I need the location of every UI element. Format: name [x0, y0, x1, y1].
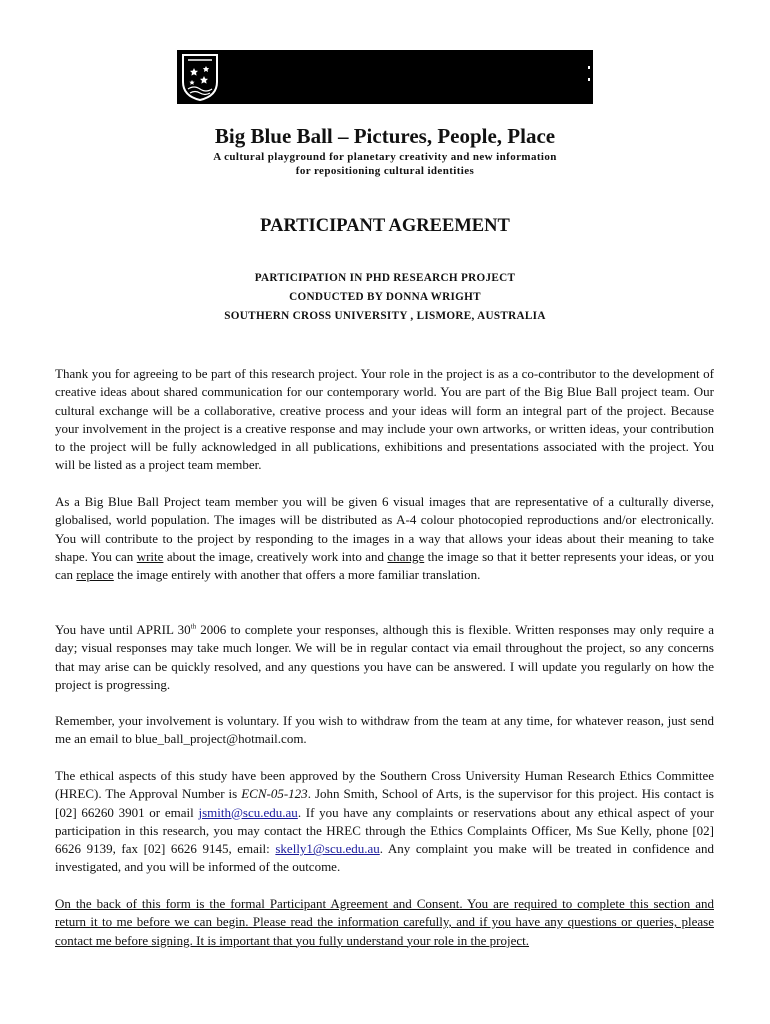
ordinal-suffix: th [190, 622, 197, 631]
document-heading: PARTICIPANT AGREEMENT [260, 216, 510, 236]
paragraph-images-text-b: about the image, creatively work into and [163, 548, 388, 564]
paragraph-ethics-text-a: The ethical aspects of this study have been approved by the Southern Cross University Human Research Ethics Committee (HREC). The Approval Number is [55, 768, 714, 802]
complaints-email-link[interactable]: skelly1@scu.edu.au [275, 841, 380, 857]
paragraph-ethics-text-b: . John Smith, School of Arts, is the supervisor for this project. His contact is [02] 66260 3901 or email [55, 786, 714, 820]
subheading-project: PARTICIPATION IN PHD RESEARCH PROJECT [254, 272, 516, 284]
university-crest-icon [180, 52, 220, 102]
page-title: Big Blue Ball – Pictures, People, Place [214, 124, 556, 148]
paragraph-ethics-text-d: . Any complaint you make will be treated in confidence and investigated, and you will be informed of the outcome. [55, 841, 714, 875]
paragraph-voluntary: Remember, your involvement is voluntary. If you wish to withdraw from the team at any time, for whatever reason, just send me an email to blue_ball_project@hotmail.com. [55, 713, 714, 747]
paragraph-images-text-d: the image entirely with another that offers a more familiar translation. [113, 567, 481, 583]
paragraph-images-text-a: As a Big Blue Ball Project team member you will be given 6 visual images that are representative of a culturally diverse, globalised, world population. The images will be distributed as A-4 colour photocopied reproductions and/or electronically. You will contribute to the project by responding to the images in a way that allows your ideas about their meaning to take shape. You can [55, 494, 714, 564]
emphasis-write: write [136, 548, 164, 564]
subheading-conductor: CONDUCTED BY DONNA WRIGHT [289, 291, 481, 303]
supervisor-email-link[interactable]: jsmith@scu.edu.au [198, 804, 298, 820]
paragraph-ethics [55, 767, 714, 877]
approval-number: ECN-05-123 [241, 786, 308, 802]
paragraph-deadline [55, 621, 714, 694]
paragraph-ethics-text-c: . If you have any complaints or reservations about any ethical aspect of your participation in this research, you may contact the HREC through the Ethics Complaints Officer, Ms Sue Kelly, phone [02] 6626 9139, fax [02] 6626 9145, email: [55, 804, 714, 857]
emphasis-replace: replace [76, 567, 114, 583]
tagline-line-2: for repositioning cultural identities [295, 165, 475, 177]
paragraph-images [55, 493, 714, 584]
tagline-line-1: A cultural playground for planetary creativity and new information [213, 151, 557, 163]
banner-mark-icon [587, 60, 591, 94]
paragraph-images-text-c: the image so that it better represents your ideas, or you can [55, 548, 714, 583]
subheading-university: SOUTHERN CROSS UNIVERSITY , LISMORE, AUSTRALIA [224, 310, 546, 322]
header-banner [177, 50, 593, 104]
paragraph-deadline-text-a: You have until APRIL 30 [55, 622, 191, 637]
paragraph-consent-notice: On the back of this form is the formal Participant Agreement and Consent. You are required to complete this section and return it to me before we can begin. Please read the information carefully, and if you have any questions or queries, please contact me before signing. It is important that you fully understand your role in the project. [55, 896, 714, 948]
emphasis-change: change [387, 548, 425, 564]
paragraph-intro: Thank you for agreeing to be part of this research project. Your role in the project is as a co-contributor to the development of creative ideas about shared communication for our contemporary world. You are part of the Big Blue Ball project team. Our cultural exchange will be a collaborative, creative process and your ideas will form an integral part of the project. Because your involvement in the project is a creative response and may include your own artworks, or written ideas, your contribution to the project will be fully acknowledged in all publications, exhibitions and presentations associated with the project. You will be listed as a project team member. [55, 366, 714, 473]
paragraph-deadline-text-b: 2006 to complete your responses, although this is flexible. Written responses may only require a day; visual responses may take much longer. We will be in regular contact via email throughout the project, so any concerns that may arise can be quickly resolved, and any questions you have can be answered. I will update you regularly on how the project is progressing. [55, 622, 714, 692]
